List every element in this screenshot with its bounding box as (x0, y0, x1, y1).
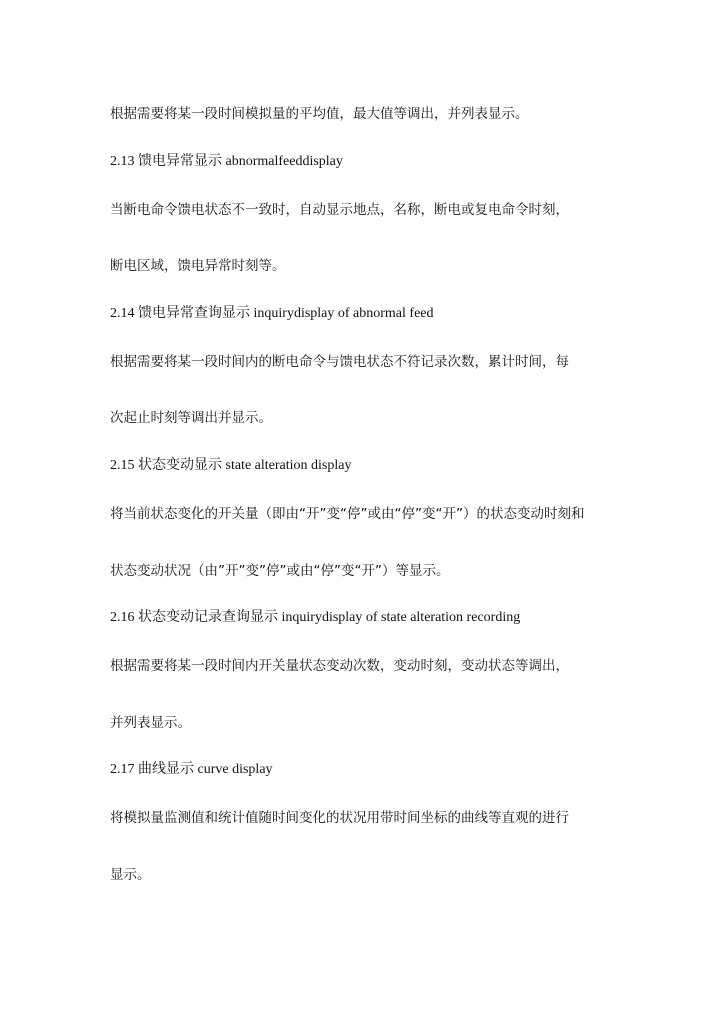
section-2-13-line-2: 断电区域，馈电异常时刻等。 (110, 258, 286, 274)
section-2-16-line-2: 并列表显示。 (110, 715, 191, 731)
section-2-15-line-1: 将当前状态变化的开关量（即由“开”变“停”或由“停”变“开”）的状态变动时刻和 (110, 506, 585, 522)
section-2-14-line-2: 次起止时刻等调出并显示。 (110, 410, 272, 426)
section-2-16-line-1: 根据需要将某一段时间内开关量状态变动次数，变动时刻，变动状态等调出， (110, 658, 569, 674)
section-2-14-heading: 2.14 馈电异常查询显示 inquirydisplay of abnormal feed (110, 306, 434, 321)
section-2-14-line-1: 根据需要将某一段时间内的断电命令与馈电状态不符记录次数，累计时间，每 (110, 354, 569, 370)
section-2-15-line-2: 状态变动状况（由”开”变”停”或由“停”变“开”）等显示。 (110, 563, 450, 579)
section-2-17-heading: 2.17 曲线显示 curve display (110, 762, 273, 777)
section-2-17-line-1: 将模拟量监测值和统计值随时间变化的状况用带时间坐标的曲线等直观的进行 (110, 810, 569, 826)
section-2-13-heading: 2.13 馈电异常显示 abnormalfeeddisplay (110, 154, 343, 169)
section-2-13-line-1: 当断电命令馈电状态不一致时，自动显示地点，名称，断电或复电命令时刻， (110, 202, 569, 218)
paragraph-2-12-line-1: 根据需要将某一段时间模拟量的平均值，最大值等调出，并列表显示。 (110, 106, 529, 122)
section-2-15-heading: 2.15 状态变动显示 state alteration display (110, 458, 352, 473)
section-2-16-heading: 2.16 状态变动记录查询显示 inquirydisplay of state alteration recording (110, 610, 521, 625)
section-2-17-line-2: 显示。 (110, 867, 151, 883)
